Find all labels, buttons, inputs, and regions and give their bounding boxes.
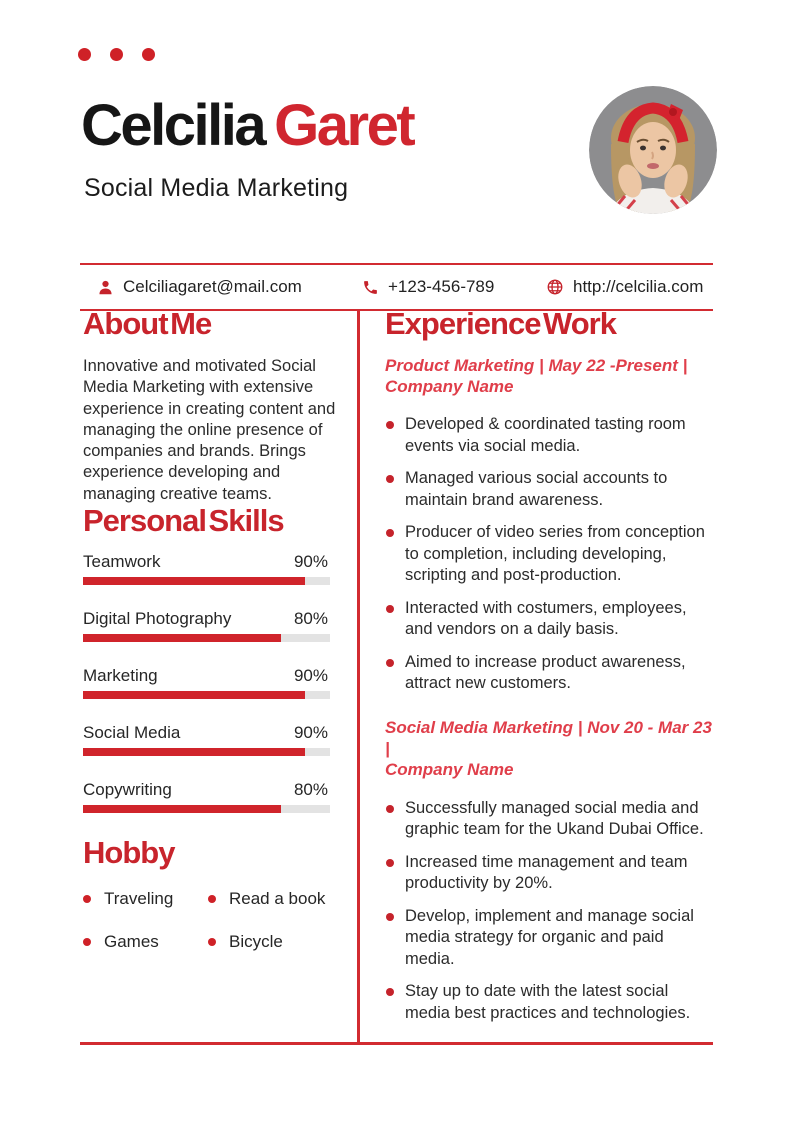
portrait-illustration	[589, 86, 717, 214]
skill-percent: 80%	[293, 780, 328, 800]
bullet-icon	[386, 475, 394, 483]
skill-bar-track	[83, 805, 330, 813]
skills-heading: Personal Skills	[83, 503, 284, 539]
skill-bar-fill	[83, 691, 305, 699]
skill-bar-track	[83, 748, 330, 756]
decorative-dots	[78, 48, 155, 61]
contact-website	[546, 265, 703, 309]
skill-bar-fill	[83, 805, 281, 813]
first-name: Celcilia	[81, 93, 265, 158]
skill-percent: 90%	[293, 552, 328, 572]
skill-row	[83, 723, 347, 756]
job-entry	[385, 717, 717, 1025]
red-dot	[78, 48, 91, 61]
skill-head	[83, 552, 328, 572]
job-bullet-text: Increased time management and team productivity by 20%.	[405, 852, 688, 892]
job-bullet-text: Aimed to increase product awareness, attract new customers.	[405, 652, 686, 692]
job-bullet	[385, 798, 717, 841]
job-title: Social Media Marketing | Nov 20 - Mar 23 | Company Name	[385, 717, 712, 779]
person-name	[81, 92, 413, 159]
red-dot	[110, 48, 123, 61]
phone-icon	[362, 279, 379, 296]
skill-label: Digital Photography	[83, 609, 232, 629]
bullet-icon	[83, 895, 91, 903]
skill-bar-fill	[83, 577, 305, 585]
globe-icon	[546, 278, 564, 296]
red-dot	[142, 48, 155, 61]
contact-email	[97, 265, 302, 309]
last-name: Garet	[274, 93, 414, 158]
skill-bar-track	[83, 691, 330, 699]
skill-row	[83, 780, 347, 813]
bullet-icon	[386, 805, 394, 813]
hobby-item	[83, 889, 208, 909]
bullet-icon	[83, 938, 91, 946]
contact-phone	[362, 265, 494, 309]
bullet-icon	[386, 659, 394, 667]
job-bullet	[385, 652, 717, 695]
job-bullet	[385, 852, 717, 895]
portrait-photo	[589, 86, 717, 214]
skills-list	[83, 552, 347, 813]
skill-percent: 80%	[293, 609, 328, 629]
bullet-icon	[208, 895, 216, 903]
phone-text: +123-456-789	[388, 277, 495, 296]
contact-bar	[80, 263, 713, 311]
job-subtitle: Social Media Marketing	[84, 174, 349, 202]
job-bullet	[385, 468, 717, 511]
job-bullet-text: Managed various social accounts to maintain brand awareness.	[405, 469, 668, 509]
bullet-icon	[386, 988, 394, 996]
bullet-icon	[386, 421, 394, 429]
bullet-icon	[386, 913, 394, 921]
email-text: Celciliagaret@mail.com	[123, 277, 302, 296]
skill-label: Marketing	[83, 666, 158, 686]
job-bullet	[385, 981, 717, 1024]
hobby-item	[208, 932, 368, 952]
skill-bar-track	[83, 634, 330, 642]
bullet-icon	[208, 938, 216, 946]
hobby-item	[208, 889, 368, 909]
skill-head	[83, 609, 328, 629]
experience-jobs	[385, 355, 717, 1024]
job-bullet-text: Producer of video series from conception to completion, including developing, scripting and post-production.	[405, 523, 705, 584]
job-bullet	[385, 414, 717, 457]
hobby-item	[83, 932, 208, 952]
hobby-heading: Hobby	[83, 835, 175, 871]
hobby-label: Games	[104, 932, 159, 952]
job-bullet-text: Develop, implement and manage social media strategy for organic and paid media.	[405, 906, 694, 968]
skill-bar-track	[83, 577, 330, 585]
hobby-label: Traveling	[104, 889, 174, 909]
skill-label: Social Media	[83, 723, 181, 743]
bullet-icon	[386, 859, 394, 867]
website-text: http://celcilia.com	[573, 277, 704, 296]
skill-row	[83, 609, 347, 642]
about-text: Innovative and motivated Social Media Marketing with extensive experience in creating content and managing the online presence of companies and brands. Brings experience developing and managing creative teams.	[83, 357, 336, 503]
job-bullet-text: Developed & coordinated tasting room events via social media.	[405, 415, 686, 455]
job-bullet-list	[385, 798, 717, 1025]
job-bullet-text: Stay up to date with the latest social media best practices and technologies.	[405, 982, 691, 1022]
bullet-icon	[386, 605, 394, 613]
skill-row	[83, 666, 347, 699]
hobby-label: Read a book	[229, 889, 326, 909]
job-bullet	[385, 906, 717, 971]
bottom-rule	[80, 1042, 713, 1045]
job-bullet	[385, 598, 717, 641]
skill-label: Copywriting	[83, 780, 172, 800]
job-bullet-list	[385, 414, 717, 695]
skill-label: Teamwork	[83, 552, 161, 572]
job-title: Product Marketing | May 22 -Present | Company Name	[385, 356, 688, 396]
skill-bar-fill	[83, 748, 305, 756]
job-entry	[385, 355, 717, 695]
skill-head	[83, 723, 328, 743]
skill-percent: 90%	[293, 666, 328, 686]
job-bullet-text: Successfully managed social media and graphic team for the Ukand Dubai Office.	[405, 798, 704, 838]
skill-head	[83, 780, 328, 800]
about-heading: About Me	[83, 306, 212, 341]
bullet-icon	[386, 529, 394, 537]
hobby-list	[83, 889, 347, 952]
job-bullet	[385, 522, 717, 587]
left-column	[83, 308, 347, 952]
right-column	[385, 308, 717, 1035]
skill-head	[83, 666, 328, 686]
person-icon	[97, 279, 114, 296]
skill-bar-fill	[83, 634, 281, 642]
skill-row	[83, 552, 347, 585]
hobby-label: Bicycle	[229, 932, 283, 952]
experience-heading: Experience Work	[385, 306, 616, 341]
job-bullet-text: Interacted with costumers, employees, and vendors on a daily basis.	[405, 598, 687, 638]
skill-percent: 90%	[293, 723, 328, 743]
